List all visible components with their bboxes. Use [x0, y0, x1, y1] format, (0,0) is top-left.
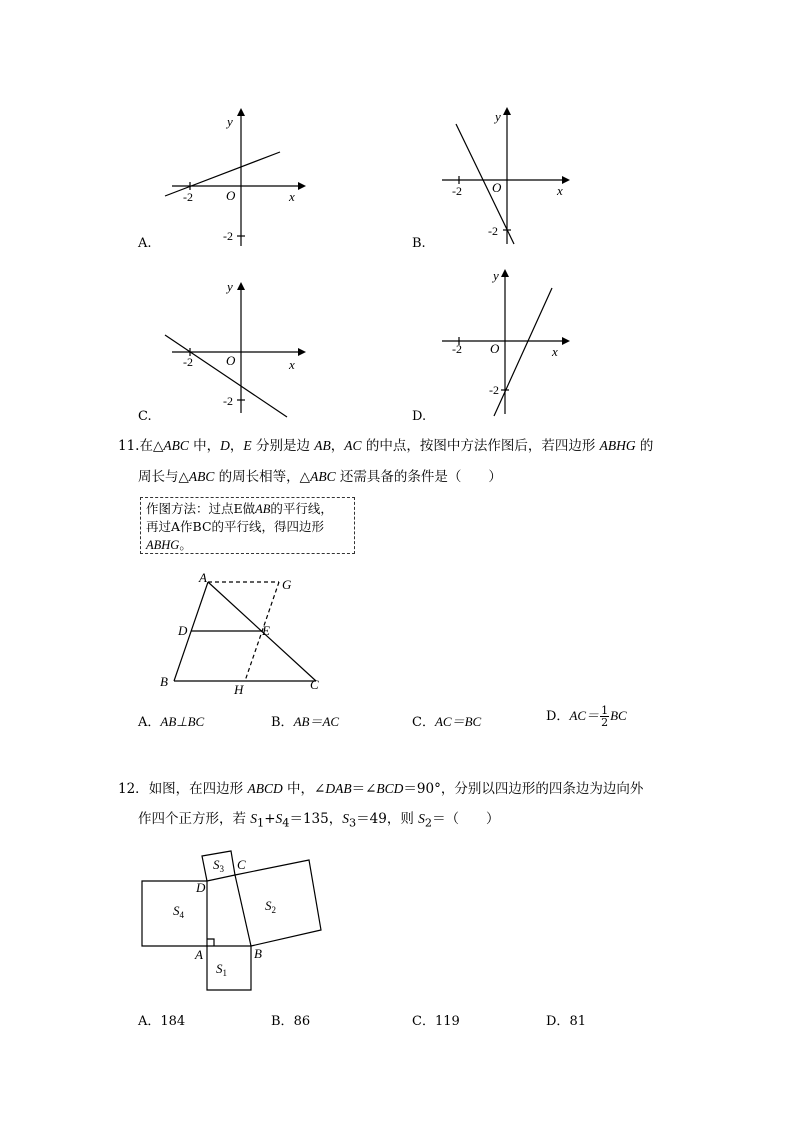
x-axis-label: x: [289, 357, 295, 372]
point-c-label: C: [237, 857, 246, 872]
y-axis-label: y: [493, 268, 499, 283]
q10-option-a: A.: [138, 236, 152, 251]
q12-option-a: A．184: [138, 1014, 186, 1029]
point-b-label: B: [254, 946, 262, 961]
y-axis-label: y: [227, 279, 233, 294]
origin-label: O: [492, 180, 502, 195]
square-s2: [235, 860, 321, 946]
point-c-label: C: [310, 677, 319, 692]
neg-two-y-label: -2: [489, 383, 499, 397]
q10-option-c: C.: [138, 409, 152, 424]
q11-stem-line1: 11.在△ABC 中，D，E 分别是边 AB，AC 的中点，按图中方法作图后，若四边形 ABHG 的: [118, 438, 654, 454]
point-d-label: D: [196, 880, 206, 895]
point-e-label: E: [262, 623, 270, 638]
q12-number: 12．: [118, 781, 149, 797]
q12-stem-line1: 12．如图，在四边形 ABCD 中，∠DAB＝∠BCD＝90°，分别以四边形的四条边为边向外: [118, 781, 644, 797]
origin-label: O: [226, 353, 236, 368]
right-angle-mark: [207, 939, 214, 946]
q11-stem-line2: 周长与△ABC 的周长相等，△ABC 还需具备的条件是（ ）: [138, 469, 502, 485]
neg-two-x-label: -2: [183, 190, 193, 204]
point-a-label: A: [195, 947, 203, 962]
label-s2: $S_2$: [265, 898, 276, 915]
q11-option-a: A．AB⊥BC: [138, 714, 205, 730]
neg-two-y-label: -2: [488, 224, 498, 238]
neg-two-y-label: -2: [223, 229, 233, 243]
label-s4: $S_4$: [173, 903, 184, 920]
q11-option-d: D．AC＝ $\frac{1}{2}$ BC: [546, 704, 627, 729]
q12-option-b: B．86: [271, 1014, 311, 1029]
fraction-one-half: $\frac{1}{2}$: [601, 704, 609, 729]
q12-squares-figure: [135, 843, 330, 998]
y-axis-label: y: [495, 109, 501, 124]
point-b-label: B: [160, 674, 168, 689]
q10-option-d: D.: [412, 409, 427, 424]
neg-two-y-label: -2: [223, 394, 233, 408]
neg-two-x-label: -2: [452, 184, 462, 198]
q10-graph-b: [432, 104, 577, 249]
point-a-label: A: [199, 570, 207, 585]
point-d-label: D: [178, 623, 188, 638]
point-g-label: G: [282, 577, 292, 592]
q11-option-c: C．AC＝BC: [412, 714, 482, 730]
q10-graph-a: [150, 108, 320, 253]
q12-option-c: C．119: [412, 1014, 460, 1029]
x-axis-label: x: [557, 183, 563, 198]
q11-option-b: B．AB＝AC: [271, 714, 340, 730]
neg-two-x-label: -2: [183, 355, 193, 369]
square-s1: [207, 946, 251, 990]
x-axis-label: x: [552, 344, 558, 359]
q12-option-d: D．81: [546, 1014, 586, 1029]
q10-graph-d: [432, 264, 577, 419]
q10-graph-c: [150, 275, 320, 420]
box-line-3: ABHG。: [146, 537, 192, 552]
q11-number: 11.: [118, 438, 140, 454]
q12-stem-line2: 作四个正方形，若 $S_1+S_4=135$，$S_3=49$，则 $S_2=$（ ）: [138, 811, 500, 830]
neg-two-x-label: -2: [452, 342, 462, 356]
point-h-label: H: [234, 682, 244, 697]
origin-label: O: [226, 188, 236, 203]
box-line-1: 作图方法：过点E做AB的平行线，: [146, 501, 333, 516]
q10-option-b: B.: [412, 236, 426, 251]
construction-method-box: [140, 497, 355, 554]
y-axis-label: y: [227, 114, 233, 129]
box-line-2: 再过A作BC的平行线，得四边形: [146, 519, 325, 534]
x-axis-label: x: [289, 189, 295, 204]
origin-label: O: [490, 341, 500, 356]
label-s1: $S_1$: [216, 961, 227, 978]
q11-triangle-figure: [155, 566, 335, 701]
label-s3: $S_3$: [213, 857, 224, 874]
